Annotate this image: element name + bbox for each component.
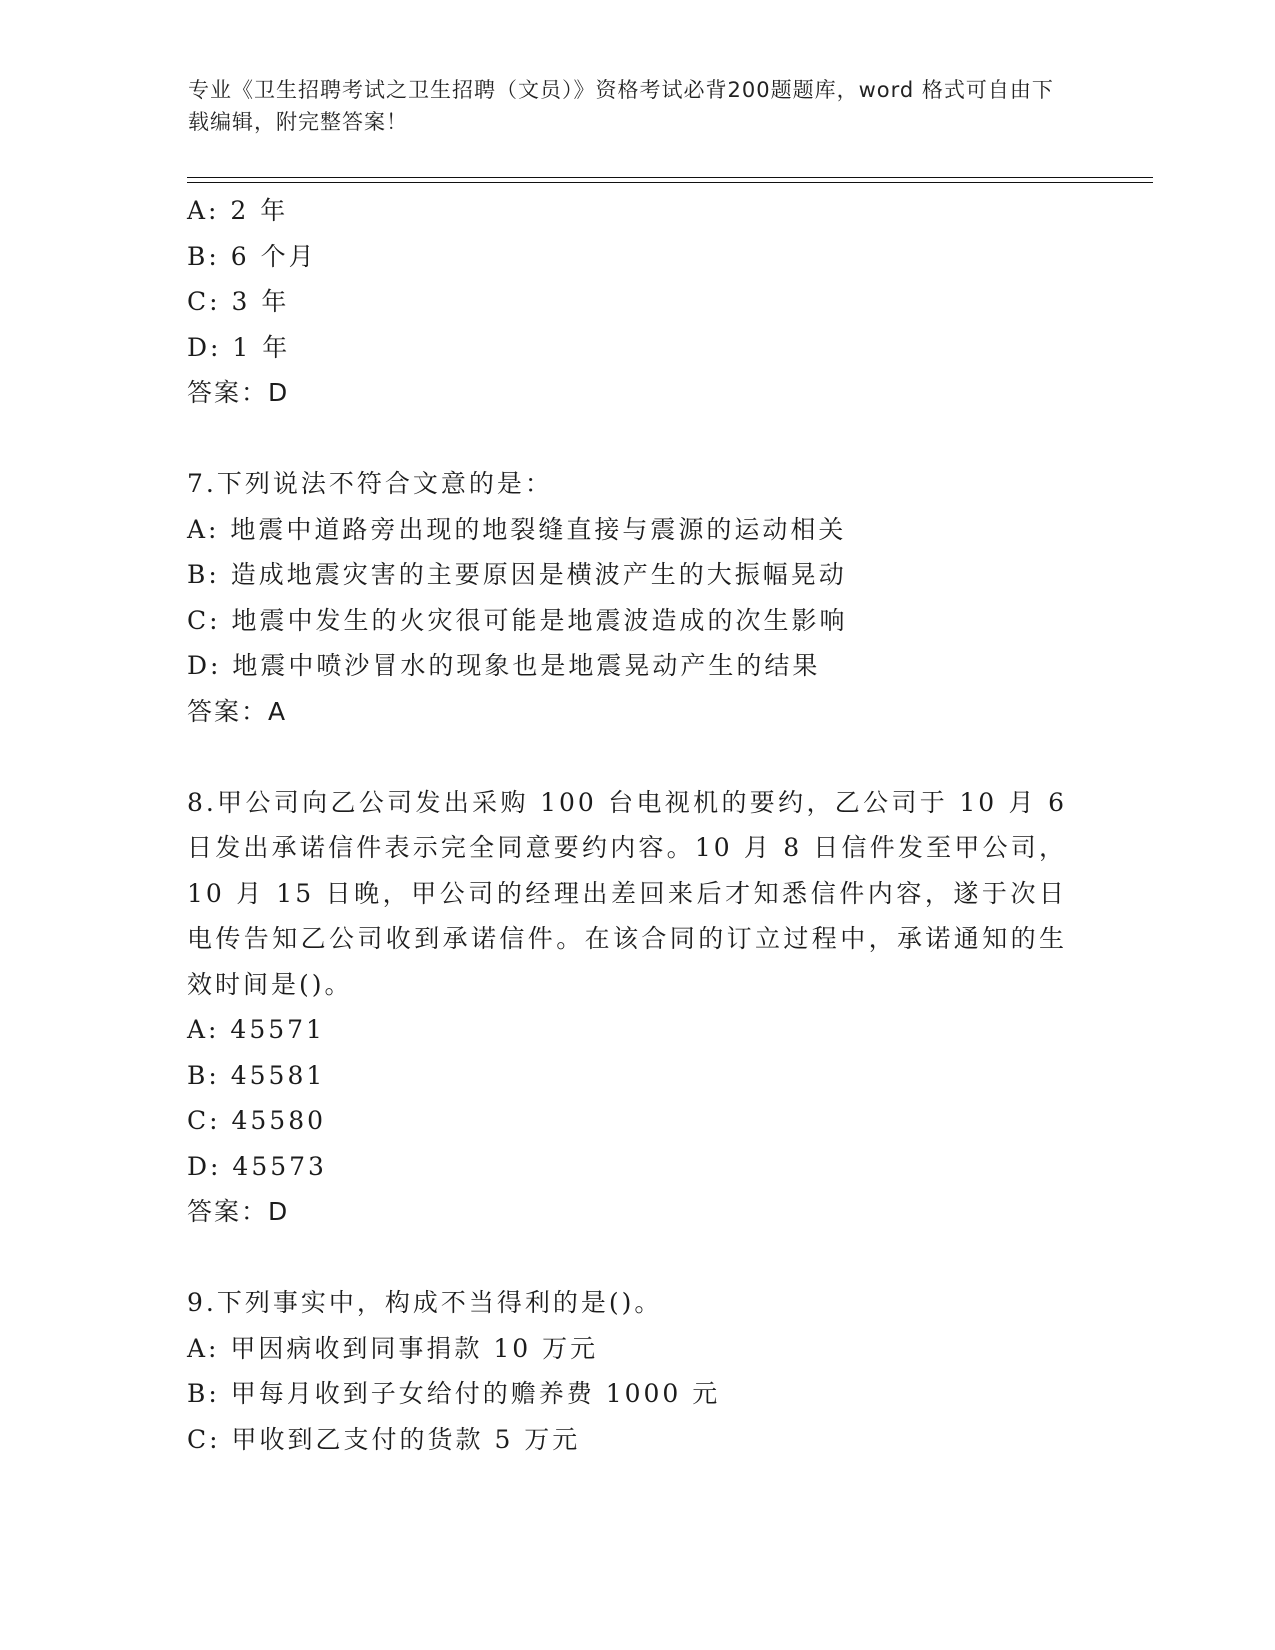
- header-rule-top: [187, 177, 1153, 178]
- header-rule-bottom: [187, 182, 1153, 183]
- document-header: 专业《卫生招聘考试之卫生招聘（文员）》资格考试必背200题题库，word 格式可自由下载编辑，附完整答案！: [188, 78, 1054, 134]
- question-9: [187, 1280, 1087, 1462]
- option-a: A: 45571: [187, 1015, 325, 1044]
- answer-line: 答案：A: [187, 696, 288, 726]
- option-a: A: 甲因病收到同事捐款 10 万元: [187, 1333, 599, 1363]
- spacer: [187, 416, 1087, 462]
- option-a: A: 2 年: [187, 196, 289, 225]
- option-b: B: 45581: [187, 1060, 326, 1090]
- option-d: D: 1 年: [187, 332, 291, 362]
- answer-line: 答案：D: [187, 378, 290, 407]
- option-d: D: 地震中喷沙冒水的现象也是地震晃动产生的结果: [187, 651, 821, 680]
- question-7: [187, 461, 1087, 734]
- answer-line: 答案：D: [187, 1197, 290, 1226]
- option-c: C: 地震中发生的火灾很可能是地震波造成的次生影响: [187, 605, 848, 635]
- option-c: C: 45580: [187, 1106, 327, 1135]
- spacer: [187, 734, 1087, 780]
- question-6: [187, 188, 1087, 416]
- option-b: B: 6 个月: [187, 241, 317, 271]
- option-c: C: 3 年: [187, 287, 290, 316]
- question-text: 7.下列说法不符合文意的是：: [187, 469, 553, 498]
- question-text: 9.下列事实中，构成不当得利的是()。: [187, 1288, 663, 1317]
- question-list: [187, 188, 1087, 1462]
- spacer: [187, 1235, 1087, 1281]
- question-text: 8.甲公司向乙公司发出采购 100 台电视机的要约，乙公司于 10 月 6 日发出承诺信件表示完全同意要约内容。10 月 8 日信件发至甲公司，10 月 15 日晚，甲公司的经理出差回来后才知悉信件内容，遂于次日电传告知乙公司收到承诺信件。在该合同的订立过程中，承诺通知的生效时间是()。: [187, 787, 1067, 999]
- option-b: B: 甲每月收到子女给付的赡养费 1000 元: [187, 1379, 721, 1408]
- option-d: D: 45573: [187, 1151, 327, 1181]
- question-8: [187, 780, 1087, 1235]
- option-b: B: 造成地震灾害的主要原因是横波产生的大振幅晃动: [187, 560, 847, 589]
- option-c: C: 甲收到乙支付的货款 5 万元: [187, 1424, 581, 1454]
- option-a: A: 地震中道路旁出现的地裂缝直接与震源的运动相关: [187, 514, 847, 544]
